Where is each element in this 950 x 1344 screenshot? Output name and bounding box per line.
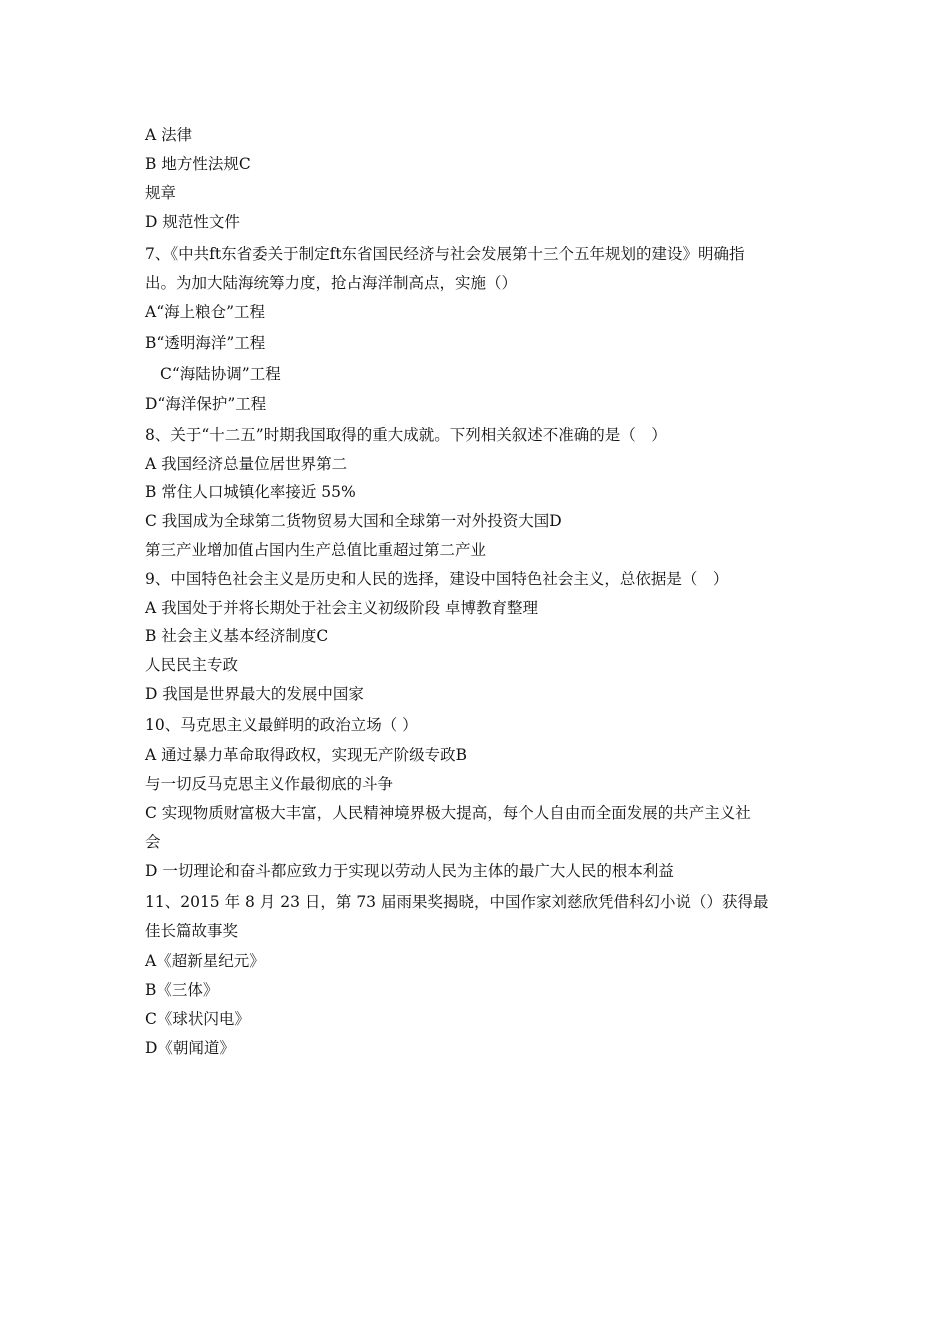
option-line: A 我国处于并将长期处于社会主义初级阶段 卓博教育整理 <box>145 599 539 617</box>
question-10: 10、马克思主义最鲜明的政治立场（ ） <box>145 716 418 734</box>
option-line: D 我国是世界最大的发展中国家 <box>145 685 364 703</box>
option-line: D《朝闻道》 <box>145 1039 235 1057</box>
option-line: A 法律 <box>145 126 193 144</box>
option-line: 规章 <box>145 184 177 202</box>
option-line: A“海上粮仓”工程 <box>145 303 266 321</box>
option-line: C《球状闪电》 <box>145 1010 250 1028</box>
option-line: B“透明海洋”工程 <box>145 334 266 352</box>
option-line: 与一切反马克思主义作最彻底的斗争 <box>145 775 394 793</box>
option-line: C 我国成为全球第二货物贸易大国和全球第一对外投资大国D <box>145 512 562 530</box>
question-8: 8、关于“十二五”时期我国取得的重大成就。下列相关叙述不准确的是（ ） <box>145 426 667 444</box>
option-line: 会 <box>145 833 161 851</box>
option-line: D 一切理论和奋斗都应致力于实现以劳动人民为主体的最广大人民的根本利益 <box>145 862 674 880</box>
option-line: 人民民主专政 <box>145 656 239 674</box>
option-line: A 通过暴力革命取得政权，实现无产阶级专政B <box>145 746 468 764</box>
option-line: 第三产业增加值占国内生产总值比重超过第二产业 <box>145 541 487 559</box>
question-11: 11、2015 年 8 月 23 日，第 73 届雨果奖揭晓，中国作家刘慈欣凭借科幻小说（）获得最 <box>145 893 769 911</box>
question-7: 7、《中共ft东省委关于制定ft东省国民经济与社会发展第十三个五年规划的建设》明确指 <box>145 245 745 263</box>
option-line: B 常住人口城镇化率接近 55% <box>145 483 356 501</box>
question-7-cont: 出。为加大陆海统筹力度，抢占海洋制高点，实施（） <box>145 274 518 292</box>
option-line: D“海洋保护”工程 <box>145 395 267 413</box>
option-line: D 规范性文件 <box>145 213 240 231</box>
question-11-cont: 佳长篇故事奖 <box>145 922 239 940</box>
option-line: B《三体》 <box>145 981 219 999</box>
option-line: C 实现物质财富极大丰富，人民精神境界极大提高，每个人自由而全面发展的共产主义社 <box>145 804 751 822</box>
option-line: B 社会主义基本经济制度C <box>145 627 329 645</box>
question-9: 9、中国特色社会主义是历史和人民的选择，建设中国特色社会主义，总依据是（ ） <box>145 570 729 588</box>
option-line: C“海陆协调”工程 <box>160 365 281 383</box>
option-line: A《超新星纪元》 <box>145 952 265 970</box>
option-line: A 我国经济总量位居世界第二 <box>145 455 348 473</box>
option-line: B 地方性法规C <box>145 155 251 173</box>
